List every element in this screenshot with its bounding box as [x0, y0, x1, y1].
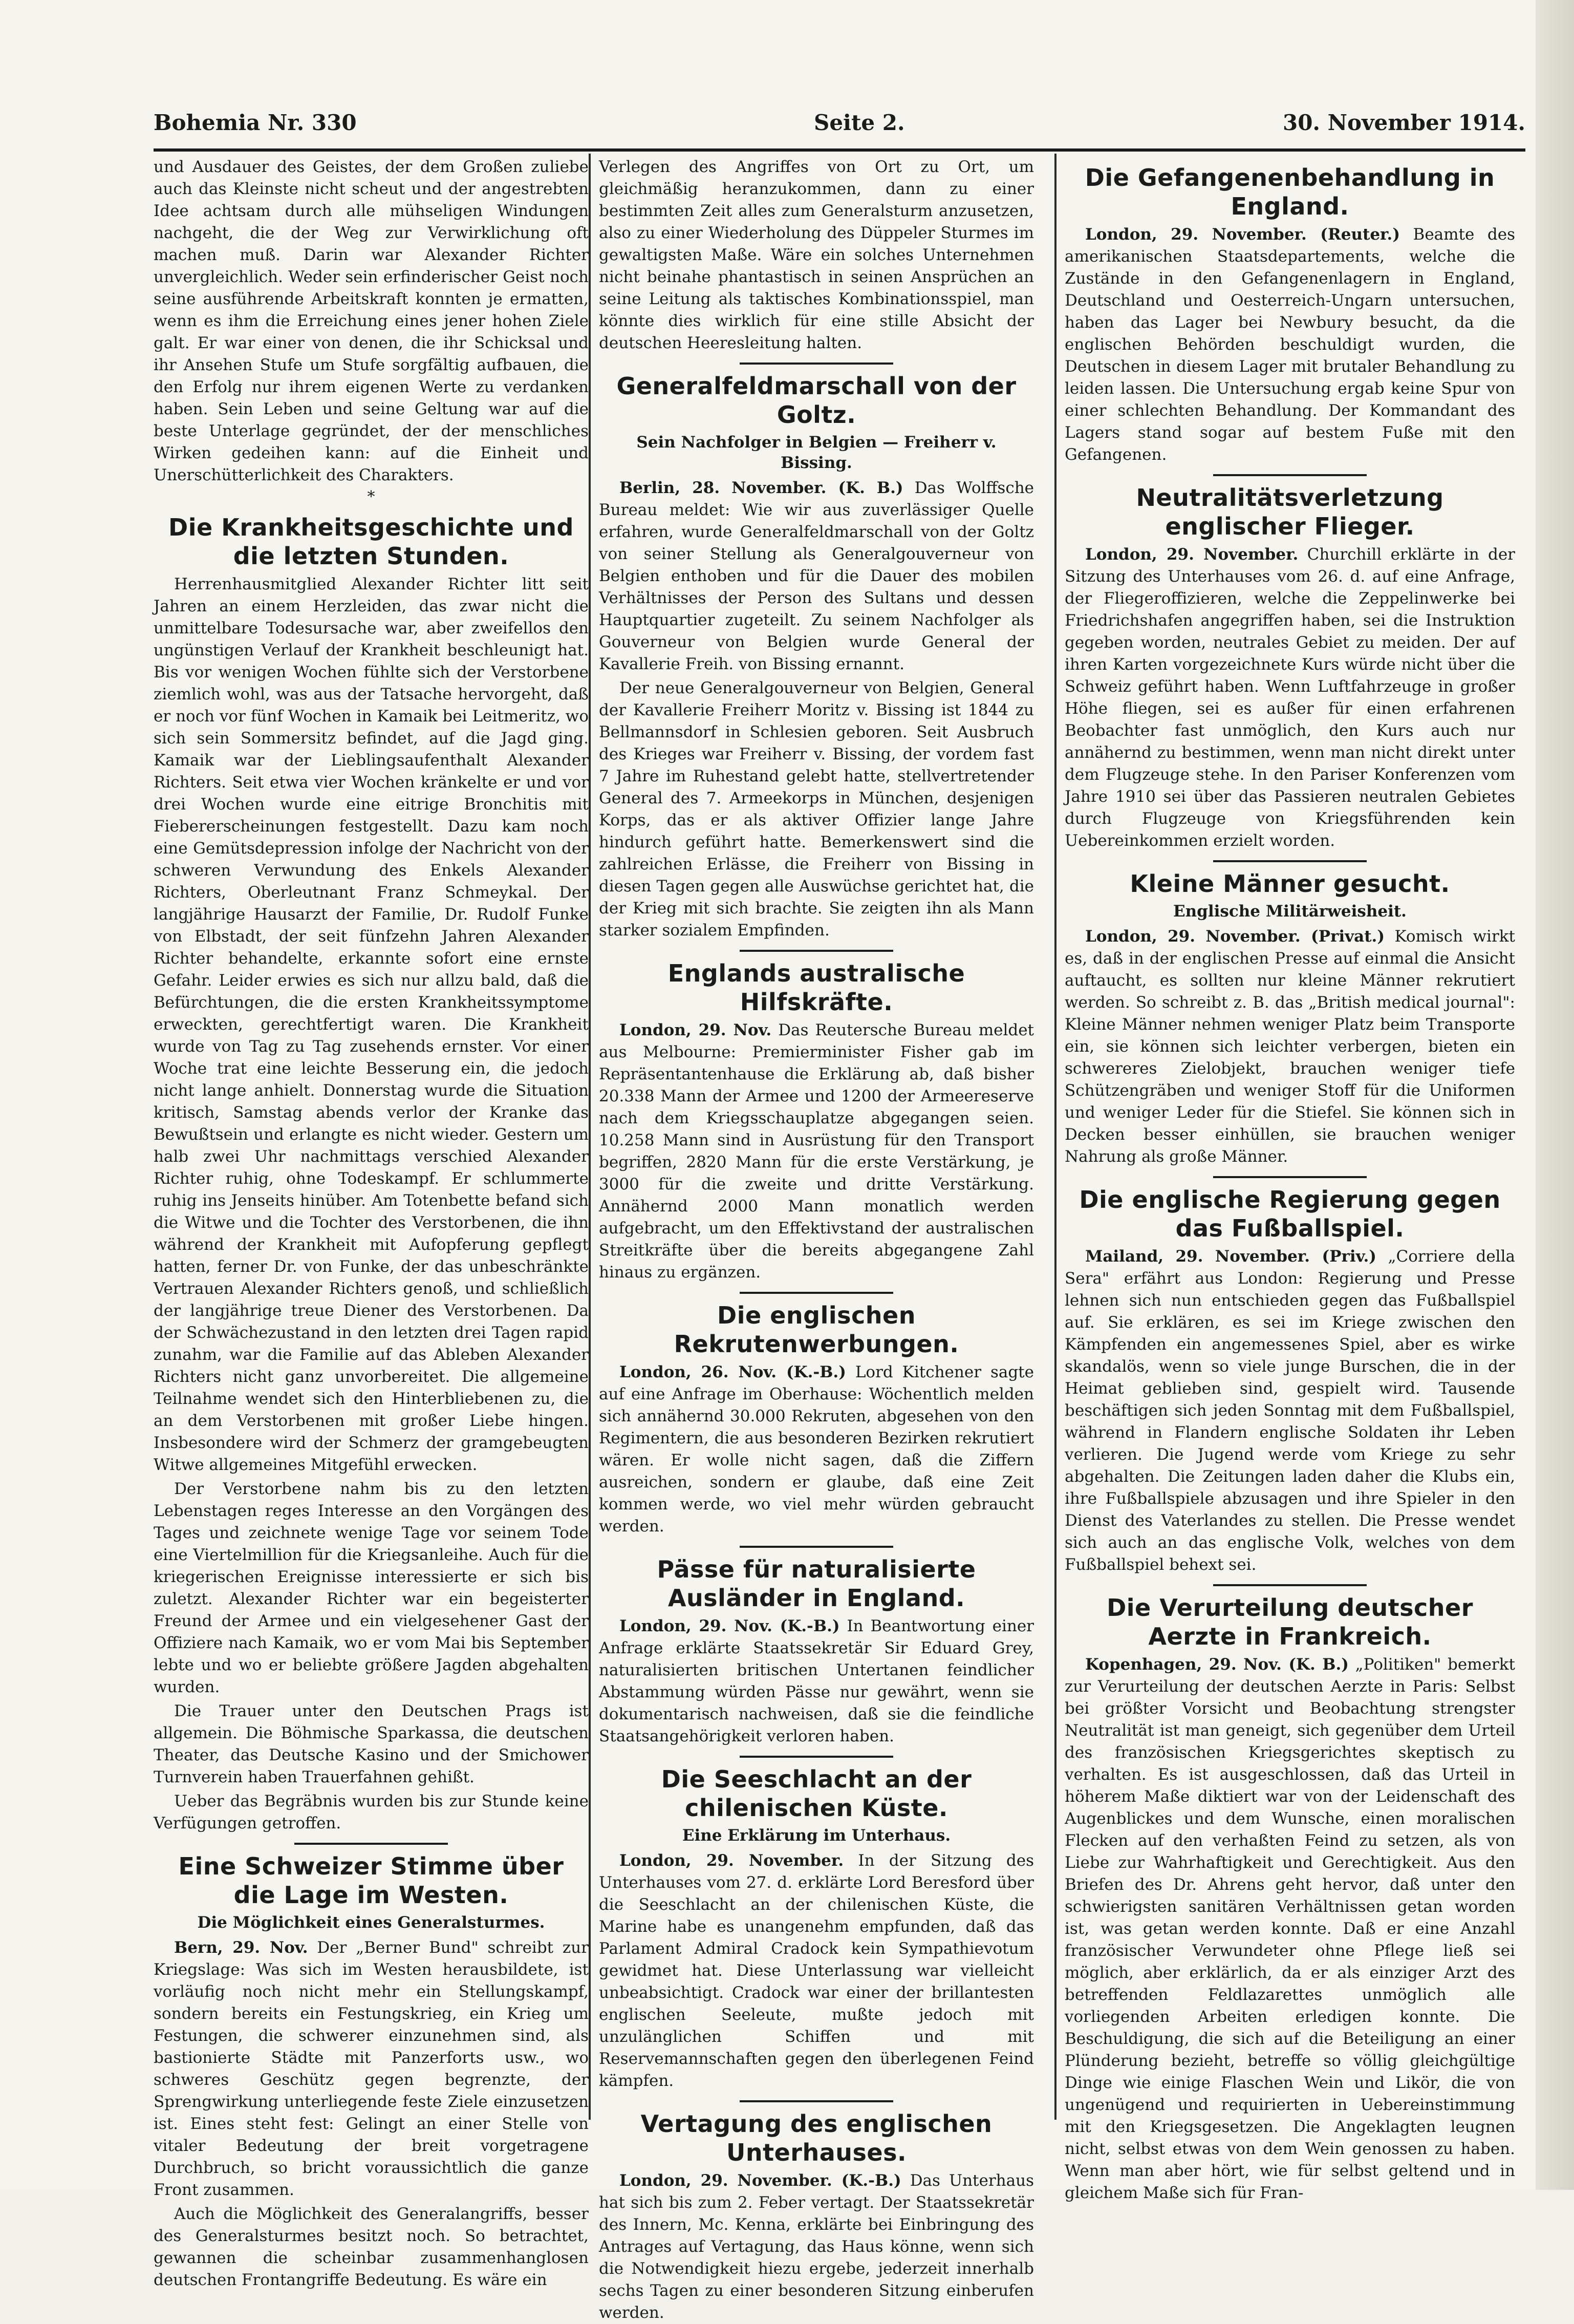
article-separator — [1213, 1176, 1367, 1178]
article-text: Das Reutersche Bureau meldet aus Melbourne: Premierminister Fisher gab im Repräsentantenhause die Erklärung ab, daß bisher 20.338 Mann der Armee und 1200 der Armeereserve nach dem Kriegsschauplatze abgegangen seien. 10.258 Mann sind in Ausrüstung für den Transport begriffen, 2820 Mann für die erste Verstärkung, je 3000 für die zweite und dritte Verstärkung. Annähernd 2000 Mann monatlich werden aufgebracht, um den Effektivstand der australischen Streitkräfte über die bereits abgegangene Zahl hinaus zu ergänzen. — [599, 1021, 1034, 1282]
article-text: Lord Kitchener sagte auf eine Anfrage im Oberhause: Wöchentlich melden sich annähernd 30.000 Rekruten, abgesehen von den Regimentern, die aus besonderen Bezirken rekrutiert wären. Er wolle nicht sagen, daß die Ziffern ausreichen, sondern er glaube, daß eine Zeit kommen werde, wo viel mehr würden gebraucht werden. — [599, 1363, 1034, 1536]
article-separator — [740, 363, 893, 365]
article-title: Englands australische Hilfskräfte. — [667, 960, 965, 1016]
article-separator — [294, 1843, 448, 1845]
article-subtitle: Eine Erklärung im Unterhaus. — [682, 1826, 951, 1845]
article-paragraph — [1065, 224, 1515, 466]
article-text: Churchill erklärte in der Sitzung des Unterhauses vom 26. d. auf eine Anfrage, der Fliegeroffizieren, welche die Zeppelinwerke bei Friedrichshafen angegriffen haben, sei die Instruktion gegeben worden, neutrales Gebiet zu meiden. Der auf ihren Karten vorgezeichnete Kurs würde nicht über die Schweiz geführt haben. Wenn Luftfahrzeuge in großer Höhe fliegen, sei es außer für einen erfahrenen Beobachter fast unmöglich, den Kurs auch nur annähernd zu bestimmen, wenn man nicht direkt unter dem Flugzeuge stehe. In den Pariser Konferenzen vom Jahre 1910 sei über das Passieren neutralen Gebietes durch Flugzeuge von Kriegsführenden kein Uebereinkommen erzielt worden. — [1065, 545, 1515, 850]
article-title: Die Gefangenenbehandlung in England. — [1085, 164, 1495, 220]
article-title: Die englische Regierung gegen das Fußballspiel. — [1079, 1186, 1501, 1242]
article-title: Kleine Männer gesucht. — [1130, 870, 1450, 898]
article-paragraph: Der Verstorbene nahm bis zu den letzten Lebenstagen reges Interesse an den Vorgängen des Tages und zeichnete wenige Tage vor seinem Tode eine Viertelmillion für die Kriegsanleihe. Auch für die kriegerischen Ereignisse interessierte er sich bis zuletzt. Alexander Richter war ein begeisterter Freund der Armee und ein vielgesehener Gast der Offiziere nach Kamaik, wo er vom Mai bis September lebte und wo er beliebte größere Jagden abgehalten wurden. — [154, 1480, 589, 1696]
article-separator — [1213, 474, 1367, 476]
article-text: Das Wolffsche Bureau meldet: Wie wir aus zuverlässiger Quelle erfahren, wurde Generalfeldmarschall von der Goltz von seiner Stellung als Generalgouverneur von Belgien enthoben und für die Dauer des mobilen Verhältnisses der Person des Sultans und dessen Hauptquartier zugeteilt. Zu seinem Nachfolger als Gouverneur von Belgien wurde General der Kavallerie Freih. von Bissing ernannt. — [599, 479, 1034, 673]
article-separator — [740, 1292, 893, 1294]
article-paragraph — [1065, 1654, 1515, 2204]
dateline: Mailand, 29. November. (Priv.) — [1085, 1247, 1376, 1266]
article-paragraph — [599, 1361, 1034, 1538]
dateline: London, 29. November. (Reuter.) — [1085, 225, 1400, 244]
article-paragraph — [1065, 544, 1515, 852]
continued-paragraph: Verlegen des Angriffes von Ort zu Ort, um gleichmäßig heranzukommen, dann zu einer bestimmten Zeit alles zum Generalsturm anzusetzen, also zu einer Wiederholung des Düppeler Sturmes im gewaltigsten Maße. Wäre ein solches Unternehmen nicht beinahe phantastisch in seinen Ansprüchen an seine Leitung als taktisches Kombinationsspiel, man könnte dies wirklich für eine stille Absicht der deutschen Heeresleitung halten. — [599, 158, 1034, 352]
article-subtitle: Die Möglichkeit eines Generalsturmes. — [197, 1913, 545, 1932]
article-separator — [740, 1756, 893, 1758]
article-paragraph: Herrenhausmitglied Alexander Richter litt seit Jahren an einem Herzleiden, das zwar nicht die unmittelbare Todesursache war, aber zweifellos den ungünstigen Verlauf der Krankheit beschleunigt hat. Bis vor wenigen Wochen fühlte sich der Verstorbene ziemlich wohl, was aus der Tatsache hervorgeht, daß er noch vor fünf Wochen in Kamaik bei Leitmeritz, wo sich sein Sommersitz befindet, auf die Jagd ging. Kamaik war der Lieblingsaufenthalt Alexander Richters. Seit etwa vier Wochen kränkelte er und vor drei Wochen wurde eine eitrige Bronchitis mit Fiebererscheinungen festgestellt. Dazu kam noch eine Gemütsdepression infolge der Nachricht von der schweren Verwundung des Enkels Alexander Richters, Oberleutnant Franz Schmeykal. Der langjährige Hausarzt der Familie, Dr. Rudolf Funke von Elbstadt, der seit fünfzehn Jahren Alexander Richter behandelte, erkannte sofort eine ernste Gefahr. Leider erwies es sich nur allzu bald, daß die Befürchtungen, die die ersten Krankheitssymptome erweckten, gerechtfertigt waren. Die Krankheit wurde von Tag zu Tag zusehends ernster. Vor einer Woche trat eine leichte Besserung ein, die jedoch nicht lange anhielt. Donnerstag wurde die Situation kritisch, Samstag abends verlor der Kranke das Bewußtsein und erlangte es nicht wieder. Gestern um halb zwei Uhr nachmittags verschied Alexander Richter ruhig, ohne Todeskampf. Er schlummerte ruhig ins Jenseits hinüber. Am Totenbette befand sich die Witwe und die Tochter des Verstorbenen, die ihn während der Krankheit mit Aufopferung gepflegt hatten, ferner Dr. von Funke, der das unbeschränkte Vertrauen Alexander Richters genoß, und schließlich der langjährige treue Diener des Verstorbenen. Da der Schwächezustand in den letzten drei Tagen rapid zunahm, war die Familie auf das Ableben Alexander Richters nicht ganz unvorbereitet. Die allgemeine Teilnahme wendet sich den Hinterbliebenen zu, die an dem Verstorbenen mit großer Liebe hingen. Insbesondere wird der Schmerz der gramgebeugten Witwe allgemeines Mitgefühl erwecken. — [154, 575, 589, 1474]
dateline: London, 29. November. — [1085, 545, 1299, 564]
article-text: Das Unterhaus hat sich bis zum 2. Feber vertagt. Der Staatssekretär des Innern, Mc. Kenna, erklärte bei Einbringung des Antrages auf Vertagung, das Haus könne, wenn sich die Notwendigkeit hiezu ergebe, jederzeit innerhalb sechs Tagen zu einer besonderen Sitzung einberufen werden. — [599, 2171, 1034, 2322]
article-paragraph — [599, 1850, 1034, 2092]
header-date: 30. November 1914. — [1282, 110, 1525, 135]
dateline: London, 29. Nov. (K.-B.) — [619, 1617, 840, 1635]
scan-edge — [1536, 0, 1574, 2190]
header-issue: Bohemia Nr. 330 — [154, 110, 357, 135]
article-text: „Politiken" bemerkt zur Verurteilung der deutschen Aerzte in Paris: Selbst bei größter Vorsicht und Beobachtung strengster Neutralität ist man geneigt, sich gegenüber dem Urteil des französischen Kriegsgerichtes skeptisch zu verhalten. Es ist ausgeschlossen, daß das Urteil in höherem Maße diktiert war von der Leidenschaft des Augenblickes und dem Wunsche, einen moralischen Flecken auf den verhaßten Feind zu setzen, als von Liebe zur Wahrhaftigkeit und Gerechtigkeit. Aus den Briefen des Dr. Ahrens geht hervor, daß unter den schwierigsten sanitären Verhältnissen getan worden ist, was getan werden konnte. Daß er eine Anzahl französischer Verwundeter ohne Pflege ließ sei möglich, aber erklärlich, da er als einziger Arzt des betreffenden Feldlazarettes unmöglich alle vorliegenden Arbeiten erledigen konnte. Die Beschuldigung, die sich auf die Beteiligung an einer Plünderung bezieht, betreffe so völlig gleichgültige Dinge wie einige Flaschen Wein und Likör, die von ungenügend und requirierten in Uebereinstimmung mit den Kriegsgesetzen. Die Angeklagten leugnen nicht, selbst etwas von dem Wein genossen zu haben. Wenn man aber hört, wie für selbst geltend und in gleichem Maße sich für Fran- — [1065, 1655, 1515, 2202]
dateline: London, 26. Nov. (K.-B.) — [619, 1363, 846, 1381]
dateline: London, 29. November. (Privat.) — [1085, 927, 1385, 946]
header-page-number: Seite 2. — [814, 110, 905, 135]
article-paragraph: Auch die Möglichkeit des Generalangriffs, besser des Generalsturmes besitzt noch. So betrachtet, gewannen die scheinbar zusammenhanglosen deutschen Frontangriffe Bedeutung. Es wäre ein — [154, 2205, 589, 2289]
article-paragraph: Ueber das Begräbnis wurden bis zur Stunde keine Verfügungen getroffen. — [154, 1792, 589, 1832]
dateline: London, 29. November. — [619, 1851, 844, 1870]
article-paragraph — [599, 477, 1034, 675]
article-paragraph: Der neue Generalgouverneur von Belgien, General der Kavallerie Freiherr Moritz v. Bissing ist 1844 zu Bellmannsdorf in Schlesien geboren. Seit Ausbruch des Krieges war Freiherr v. Bissing, der vordem fast 7 Jahre im Ruhestand gelebt hatte, stellvertretender General des 7. Armeekorps in München, desjenigen Korps, das er als aktiver Offizier lange Jahre hindurch geführt hatte. Bemerkenswert sind die zahlreichen Erlässe, die Freiherr von Bissing in diesen Tagen gegen alle Auswüchse gerichtet hat, die der Krieg mit sich brachte. Sie zeigten ihn als Mann starker sozialem Empfinden. — [599, 679, 1034, 940]
dateline: London, 29. November. (K.-B.) — [619, 2171, 901, 2190]
article-title: Die Krankheitsgeschichte und die letzten Stunden. — [168, 514, 574, 570]
column-1 — [154, 156, 589, 2289]
dateline: Berlin, 28. November. (K. B.) — [619, 479, 903, 497]
article-paragraph — [599, 1019, 1034, 1284]
article-title: Die Seeschlacht an der chilenischen Küste. — [661, 1765, 972, 1822]
article-paragraph: Die Trauer unter den Deutschen Prags ist allgemein. Die Böhmische Sparkassa, die deutschen Theater, das Deutsche Kasino und der Smichower Turnverein haben Trauerfahnen gehißt. — [154, 1702, 589, 1786]
column-2 — [599, 156, 1034, 2322]
article-subtitle: Sein Nachfolger in Belgien — Freiherr v. Bissing. — [636, 433, 997, 472]
dateline: London, 29. Nov. — [619, 1021, 772, 1039]
article-separator — [740, 950, 893, 952]
article-separator — [1213, 860, 1367, 862]
dateline: Bern, 29. Nov. — [174, 1938, 308, 1957]
article-text: In der Sitzung des Unterhauses vom 27. d. erklärte Lord Beresford über die Seeschlacht an der chilenischen Küste, die Marine habe es unangenehm empfunden, daß das Parlament Admiral Cradock kein Sympathievotum gewidmet hat. Diese Unterlassung war vielleicht unbeabsichtigt. Cradock war einer der brillantesten englischen Seeleute, mußte jedoch mit unzulänglichen Schiffen und mit Reservemannschaften gegen den überlegenen Feind kämpfen. — [599, 1851, 1034, 2090]
article-separator — [1213, 1584, 1367, 1586]
column-divider-2 — [1054, 154, 1056, 2120]
section-star: * — [367, 488, 375, 506]
article-title: Die englischen Rekrutenwerbungen. — [674, 1302, 959, 1358]
article-paragraph — [154, 1937, 589, 2201]
article-title: Generalfeldmarschall von der Goltz. — [616, 372, 1017, 429]
dateline: Kopenhagen, 29. Nov. (K. B.) — [1085, 1655, 1349, 1674]
article-separator — [740, 2100, 893, 2102]
continued-paragraph: und Ausdauer des Geistes, der dem Großen zuliebe auch das Kleinste nicht scheut und der angestrebten Idee achtsam durch alle mühseligen Windungen nachgeht, die der Weg zur Verwirklichung oft machen muß. Darin war Alexander Richter unvergleichlich. Weder sein erfinderischer Geist noch seine ausführende Arbeitskraft konnten je ermatten, wenn es ihm die Erreichung eines jener hohen Ziele galt. Er war einer von denen, die ihr Schicksal und ihr Ansehen Stufe um Stufe sorgfältig aufbauen, die den Erfolg nur ihrem eigenen Werte zu verdanken haben. Sein Leben und seine Geltung war auf die beste Unterlage gegründet, der der menschliches Wirken gedeihen kann: auf die Einheit und Unerschütterlichkeit des Charakters. — [154, 158, 589, 484]
article-title: Vertagung des englischen Unterhauses. — [640, 2110, 993, 2166]
article-separator — [740, 1546, 893, 1548]
article-paragraph — [599, 2170, 1034, 2324]
article-text: In Beantwortung einer Anfrage erklärte Staatssekretär Sir Eduard Grey, naturalisierten britischen Untertanen feindlicher Abstammung würden Pässe nur gewährt, wenn sie dokumentarisch nachweisen, daß sie die feindliche Staatsangehörigkeit verloren haben. — [599, 1617, 1034, 1745]
page-header — [154, 110, 1525, 146]
article-title: Die Verurteilung deutscher Aerzte in Frankreich. — [1107, 1594, 1473, 1650]
column-3 — [1065, 156, 1516, 2202]
article-title: Neutralitätsverletzung englischer Flieger. — [1136, 484, 1444, 540]
column-divider-1 — [589, 154, 591, 2120]
article-text: Komisch wirkt es, daß in der englischen Presse auf einmal die Ansicht auftaucht, es sollten nur kleine Männer rekrutiert werden. So schreibt z. B. das „British medical journal": Kleine Männer nehmen weniger Platz beim Transporte ein, sie können sich leichter verbergen, bieten ein schwereres Zielobjekt, brauchen weniger tiefe Schützengräben und weniger Stoff für die Uniformen und weniger Leder für die Stiefel. Sie können sich in Decken besser einhüllen, sie brauchen weniger Nahrung als große Männer. — [1065, 927, 1516, 1166]
article-text: „Corriere della Sera" erfährt aus London: Regierung und Presse lehnen sich nun entschieden gegen das Fußballspiel auf. Sie erklären, es sei im Kriege zwischen den Kämpfenden ein angemessenes Spiel, aber es wirke skandalös, wenn so viele junge Burschen, die in der Heimat geblieben sind, gespielt wird. Tausende beschäftigen sich jeden Sonntag mit dem Fußballspiel, während in Flandern englische Soldaten ihr Leben verlieren. Die Jugend werde vom Kriege zu sehr abgehalten. Die Zeitungen laden daher die Klubs ein, ihre Fußballspiele abzusagen und ihre Spieler in den Dienst des Vaterlandes zu stellen. Die Presse wendet sich auch an das englische Volk, welches von dem Fußballspiel behext sei. — [1065, 1247, 1515, 1574]
article-paragraph — [599, 1615, 1034, 1747]
article-subtitle: Englische Militärweisheit. — [1173, 902, 1407, 921]
article-text: Der „Berner Bund" schreibt zur Kriegslage: Was sich im Westen herausbildete, ist vorläufig noch nicht mehr ein Stellungskampf, sondern bereits ein Festungskrieg, ein Krieg um Festungen, die schwerer einzunehmen sind, als bastionierte Städte mit Panzerforts usw., wo schweres Geschütz gegen begrenzte, der Sprengwirkung unterliegende feste Ziele einzusetzen ist. Eines steht fest: Gelingt an einer Stelle von vitaler Bedeutung der breit vorgetragene Durchbruch, so bricht voraussichtlich die ganze Front zusammen. — [154, 1938, 589, 2199]
article-text: Beamte des amerikanischen Staatsdepartements, welche die Zustände in den Gefangenenlagern in England, Deutschland und Oesterreich-Ungarn untersuchen, haben das Lager bei Newbury besucht, da die englischen Behörden beschuldigt wurden, die Deutschen in diesem Lager mit brutaler Behandlung zu leiden lassen. Die Untersuchung ergab keine Spur von einer schlechten Behandlung. Der Kommandant des Lagers stand sogar auf bestem Fuße mit den Gefangenen. — [1065, 225, 1515, 464]
article-paragraph — [1065, 1246, 1515, 1576]
article-paragraph — [1065, 926, 1515, 1168]
article-title: Eine Schweizer Stimme über die Lage im Westen. — [178, 1852, 564, 1909]
header-rule — [154, 148, 1525, 152]
article-title: Pässe für naturalisierte Ausländer in England. — [657, 1555, 976, 1612]
